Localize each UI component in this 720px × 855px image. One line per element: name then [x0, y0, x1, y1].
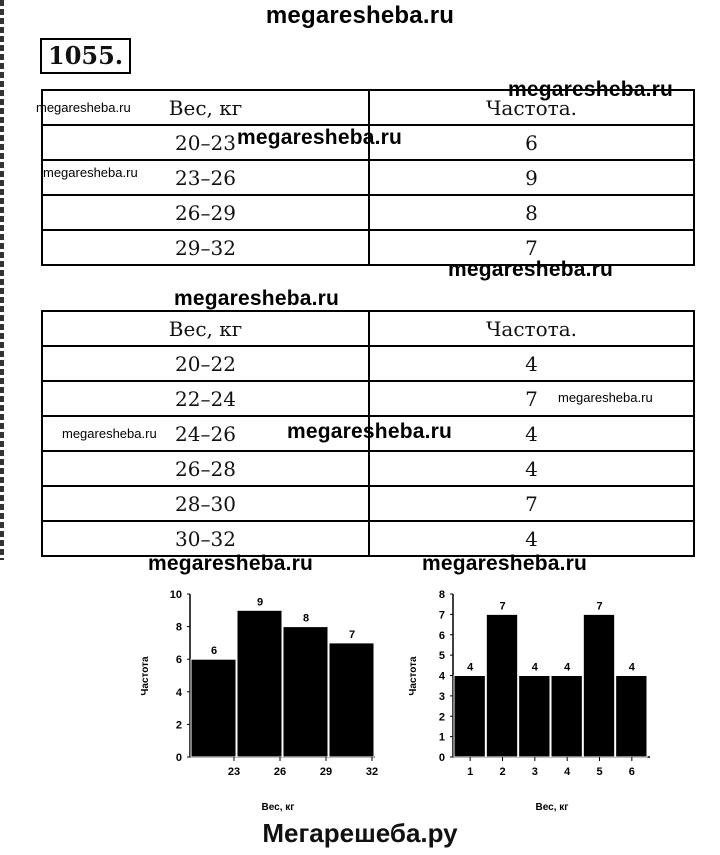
header-weight: Вес, кг — [42, 90, 369, 125]
y-tick-label: 1 — [438, 731, 445, 744]
data-label: 6 — [210, 645, 218, 658]
data-label: 4 — [531, 661, 538, 674]
header-frequency: Частота. — [369, 311, 694, 346]
data-label: 7 — [499, 600, 506, 613]
x-tick-label: 2 — [499, 766, 506, 778]
weight-cell: 30–32 — [42, 521, 369, 556]
frequency-cell: 4 — [369, 416, 694, 451]
watermark: megaresheba.ru — [448, 258, 614, 281]
data-label: 8 — [302, 612, 310, 625]
frequency-cell: 4 — [369, 521, 694, 556]
scan-left-edge — [0, 0, 4, 560]
y-tick-label: 2 — [438, 711, 445, 724]
x-tick-label: 3 — [531, 766, 538, 778]
x-tick-label: 5 — [596, 766, 603, 778]
watermark: megaresheba.ru — [237, 126, 403, 149]
chart-bar — [283, 627, 328, 757]
y-axis-label: Частота — [408, 656, 419, 696]
chart-bar — [616, 676, 647, 758]
watermark: megaresheba.ru — [422, 552, 588, 575]
x-tick-label: 32 — [365, 766, 379, 778]
x-tick-label: 29 — [319, 766, 333, 778]
weight-cell: 24–26 — [42, 416, 369, 451]
histogram-chart-1 — [130, 580, 400, 820]
header-frequency: Частота. — [369, 90, 694, 125]
frequency-table-1 — [41, 89, 695, 266]
header-weight: Вес, кг — [42, 311, 369, 346]
header-watermark[interactable]: megaresheba.ru — [265, 2, 455, 29]
y-tick-label: 3 — [438, 690, 445, 703]
x-tick-label: 23 — [227, 766, 241, 778]
frequency-cell: 6 — [369, 125, 694, 160]
data-label: 7 — [348, 628, 356, 641]
watermark: megaresheba.ru — [148, 552, 314, 575]
table-header-row — [42, 311, 694, 346]
y-tick-label: 0 — [438, 752, 445, 764]
watermark-small: megaresheba.ru — [36, 100, 131, 115]
data-label: 4 — [467, 661, 474, 674]
y-tick-label: 8 — [175, 621, 182, 634]
footer-watermark[interactable]: Мегарешеба.ру — [262, 818, 458, 848]
frequency-cell: 7 — [369, 486, 694, 521]
y-tick-label: 5 — [438, 650, 445, 663]
data-label: 7 — [596, 600, 603, 613]
weight-cell: 23–26 — [42, 160, 369, 195]
data-label: 4 — [628, 661, 635, 674]
y-tick-label: 7 — [438, 609, 445, 622]
chart-bar — [583, 614, 614, 757]
y-tick-label: 0 — [175, 752, 182, 764]
watermark-small: megaresheba.ru — [62, 426, 157, 441]
watermark: megaresheba.ru — [174, 287, 340, 310]
weight-cell: 26–29 — [42, 195, 369, 230]
watermark-small: megaresheba.ru — [43, 165, 138, 180]
table-row — [42, 521, 694, 556]
watermark-small: megaresheba.ru — [558, 390, 653, 405]
y-axis-label: Частота — [140, 656, 151, 696]
frequency-cell: 9 — [369, 160, 694, 195]
table-row — [42, 160, 694, 195]
frequency-cell: 4 — [369, 451, 694, 486]
table-row — [42, 346, 694, 381]
y-tick-label: 6 — [438, 629, 445, 642]
chart-bar — [551, 676, 582, 758]
x-axis-label: Вес, кг — [261, 802, 295, 813]
chart-bar — [191, 659, 236, 757]
frequency-cell: 4 — [369, 346, 694, 381]
chart-bar — [486, 614, 517, 757]
x-tick-label: 26 — [273, 766, 287, 778]
data-label: 4 — [564, 661, 571, 674]
weight-cell: 29–32 — [42, 230, 369, 265]
x-tick-label: 4 — [564, 766, 571, 778]
weight-cell: 20–23 — [42, 125, 369, 160]
frequency-cell: 8 — [369, 195, 694, 230]
data-label: 9 — [256, 596, 264, 609]
chart-bar — [237, 610, 282, 757]
y-tick-label: 4 — [438, 670, 445, 683]
y-tick-label: 8 — [438, 589, 445, 601]
y-tick-label: 10 — [169, 589, 182, 601]
y-tick-label: 2 — [175, 719, 182, 732]
weight-cell: 26–28 — [42, 451, 369, 486]
watermark: megaresheba.ru — [287, 420, 453, 443]
chart-bar — [519, 676, 550, 758]
table-row — [42, 195, 694, 230]
frequency-cell: 7 — [369, 230, 694, 265]
weight-cell: 28–30 — [42, 486, 369, 521]
x-tick-label: 6 — [628, 766, 635, 778]
problem-number: 1055. — [40, 38, 131, 74]
weight-cell: 20–22 — [42, 346, 369, 381]
weight-cell: 22–24 — [42, 381, 369, 416]
watermark: megaresheba.ru — [508, 78, 674, 101]
y-tick-label: 6 — [175, 654, 182, 667]
table-row — [42, 451, 694, 486]
chart-bar — [454, 676, 485, 758]
table-row — [42, 486, 694, 521]
frequency-cell: 7 — [369, 381, 694, 416]
chart-bar — [329, 643, 374, 757]
y-tick-label: 4 — [175, 686, 182, 699]
x-tick-label: 1 — [467, 766, 474, 778]
histogram-chart-2 — [400, 580, 670, 820]
x-axis-label: Вес, кг — [535, 802, 569, 813]
